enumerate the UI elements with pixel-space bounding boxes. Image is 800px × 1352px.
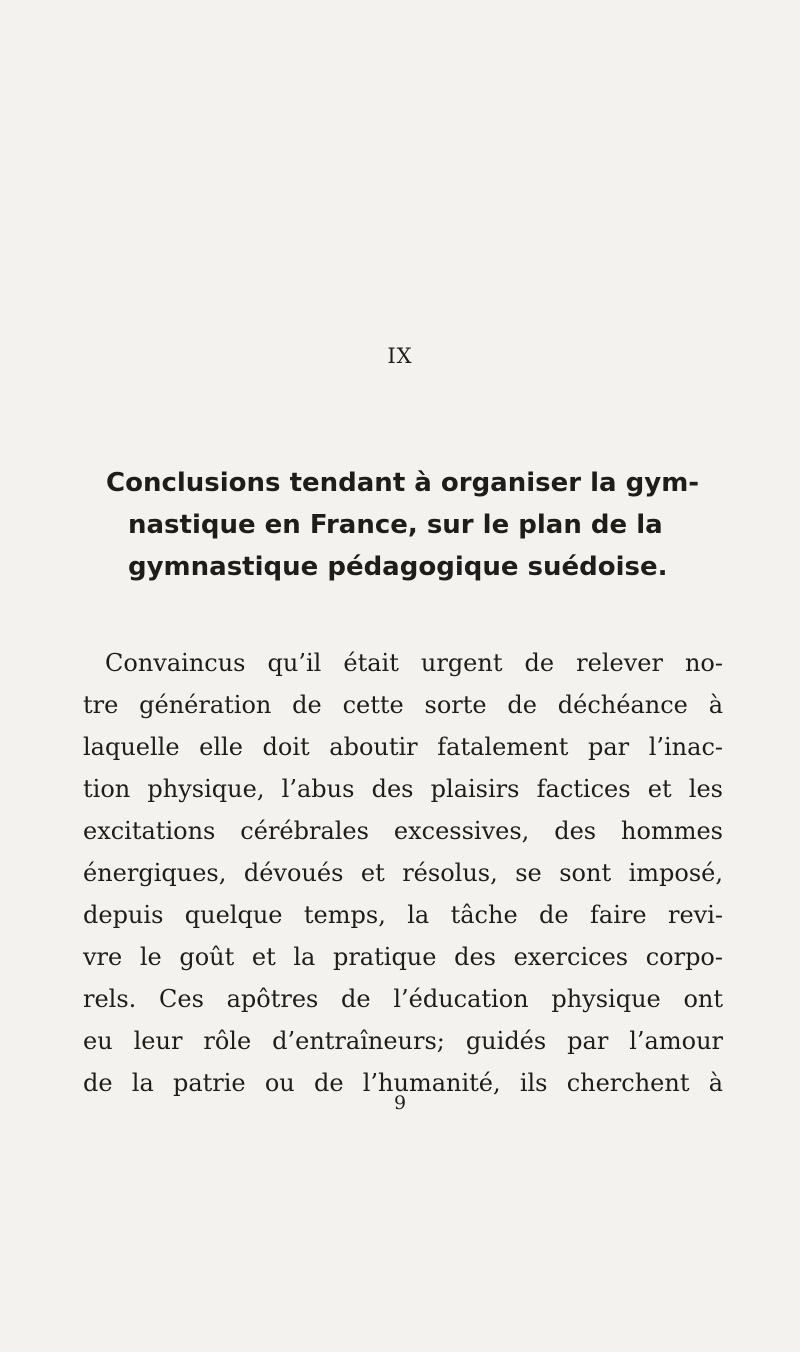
body-line: Convaincus qu’il était urgent de relever no- bbox=[105, 649, 723, 677]
body-line: de la patrie ou de l’humanité, ils cherchent à bbox=[83, 1069, 723, 1097]
heading-line: gymnastique pédagogique suédoise. bbox=[128, 552, 668, 582]
heading-line: Conclusions tendant à organiser la gym- bbox=[106, 468, 700, 498]
body-line: tre génération de cette sorte de déchéance à bbox=[83, 691, 723, 719]
body-line: vre le goût et la pratique des exercices corpo- bbox=[83, 943, 723, 971]
body-line: eu leur rôle d’entraîneurs; guidés par l’amour bbox=[83, 1027, 723, 1055]
chapter-heading bbox=[106, 462, 726, 588]
body-line: tion physique, l’abus des plaisirs factices et les bbox=[83, 775, 723, 803]
heading-line: nastique en France, sur le plan de la bbox=[128, 510, 663, 540]
body-line: excitations cérébrales excessives, des hommes bbox=[83, 817, 723, 845]
body-line: rels. Ces apôtres de l’éducation physique ont bbox=[83, 985, 723, 1013]
body-line: énergiques, dévoués et résolus, se sont imposé, bbox=[83, 859, 723, 887]
body-line: depuis quelque temps, la tâche de faire revi- bbox=[83, 901, 723, 929]
page-number: 9 bbox=[393, 1092, 407, 1114]
body-paragraph bbox=[83, 642, 723, 1104]
chapter-number: IX bbox=[387, 344, 413, 368]
body-line: laquelle elle doit aboutir fatalement par l’inac- bbox=[83, 733, 723, 761]
